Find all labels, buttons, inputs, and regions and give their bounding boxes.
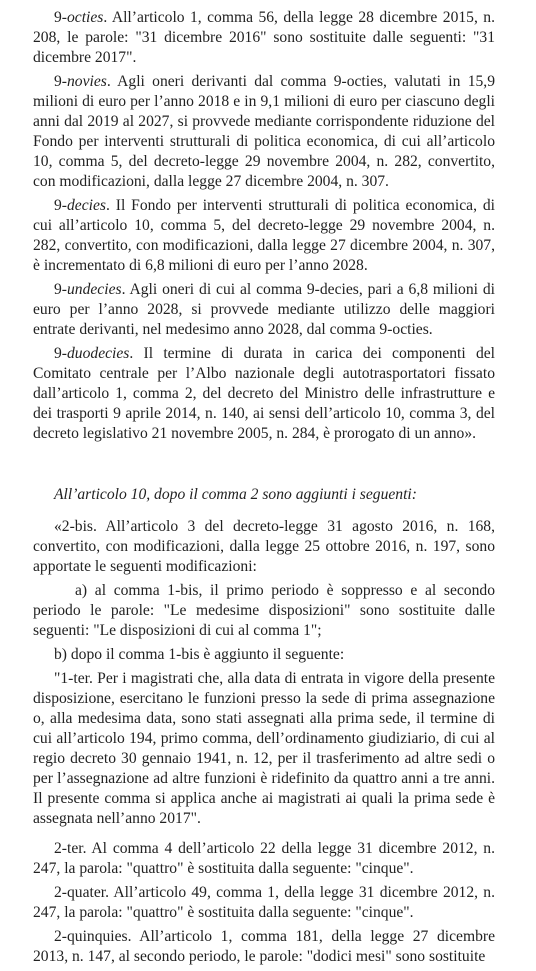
item-b: b) dopo il comma 1-bis è aggiunto il seguente:: [54, 646, 345, 663]
para-text: . All’articolo 1, comma 56, della legge 28 dicembre 2015, n. 208, le parole: "31 dicembre 2016" sono sostituite dalle seguenti: "31 dicembre 2017".: [33, 9, 495, 66]
para-num: novies: [67, 73, 107, 90]
paragraph-9-duodecies: [33, 344, 495, 444]
para-text: . Agli oneri di cui al comma 9-decies, pari a 6,8 milioni di euro per l’anno 2028, si provvede mediante utilizzo delle maggiori entrate derivanti, nel medesimo anno 2028, dal comma 9-octies.: [33, 281, 495, 338]
para-num: duodecies: [67, 345, 130, 362]
section-heading: All’articolo 10, dopo il comma 2 sono aggiunti i seguenti:: [54, 486, 417, 503]
para-num: decies: [67, 197, 106, 214]
paragraph-2-ter: 2-ter. Al comma 4 dell’articolo 22 della legge 31 dicembre 2012, n. 247, la parola: "quattro" è sostituita dalla seguente: "cinque".: [33, 840, 495, 877]
paragraph-9-octies: [33, 8, 495, 68]
section-spacer: [33, 448, 495, 485]
para-text: . Il Fondo per interventi strutturali di politica economica, di cui all’articolo 10, comma 5, del decreto-legge 29 novembre 2004, n. 282, convertito, con modificazioni, dalla legge 27 dicembre 2004, n. 307, è incrementato di 6,8 milioni di euro per l’anno 2028.: [33, 197, 495, 274]
paragraph-9-undecies: [33, 280, 495, 340]
para-text: . Agli oneri derivanti dal comma 9-octies, valutati in 15,9 milioni di euro per l’anno 2018 e in 9,1 milioni di euro per ciascuno degli anni dal 2019 al 2027, si provvede mediante corrispondente riduzione del Fondo per interventi strutturali di politica economica, di cui all’articolo 10, comma 5, del decreto-legge 29 novembre 2004, n. 282, convertito, con modificazioni, dalla legge 27 dicembre 2004, n. 307.: [33, 73, 495, 190]
paragraph-2-quater: 2-quater. All’articolo 49, comma 1, della legge 31 dicembre 2012, n. 247, la parola: "quattro" è sostituita dalla seguente: "cinque".: [33, 884, 495, 921]
para-lead: 9-: [54, 197, 67, 214]
paragraph-9-decies: [33, 196, 495, 276]
para-lead: 9-: [54, 345, 67, 362]
paragraph-9-novies: [33, 72, 495, 192]
para-text: . Il termine di durata in carica dei componenti del Comitato centrale per l’Albo nazionale degli autotrasportatori fissato dall’articolo 1, comma 2, del decreto del Ministro delle infrastrutture e dei trasporti 9 aprile 2014, n. 140, ai sensi dell’articolo 10, comma 3, del decreto legislativo 21 novembre 2005, n. 284, è prorogato di un anno».: [33, 345, 495, 442]
para-lead: 9-: [54, 73, 67, 90]
para-num: undecies: [67, 281, 122, 298]
para-lead: 9-: [54, 9, 67, 26]
document-page: [33, 8, 495, 971]
quote-1-ter: "1-ter. Per i magistrati che, alla data di entrata in vigore della presente disposizione, esercitano le funzioni presso la sede di prima assegnazione o, alla medesima data, sono stati assegnati alla prima sede, il termine di cui all’articolo 194, primo comma, dell’ordinamento giudiziario, di cui al regio decreto 30 gennaio 1941, n. 12, per il trasferimento ad altre sedi o per l’assegnazione ad altre funzioni è ridefinito da quattro anni a tre anni. Il presente comma si applica anche ai magistrati ai quali la prima sede è assegnata nell’anno 2017".: [33, 670, 495, 827]
para-lead: 9-: [54, 281, 67, 298]
paragraph-2-quinquies: 2-quinquies. All’articolo 1, comma 181, della legge 27 dicembre 2013, n. 147, al secondo periodo, le parole: "dodici mesi" sono sostituite: [33, 928, 495, 965]
paragraph-2-bis: «2-bis. All’articolo 3 del decreto-legge 31 agosto 2016, n. 168, convertito, con modificazioni, dalla legge 25 ottobre 2016, n. 197, sono apportate le seguenti modificazioni:: [33, 518, 495, 575]
para-num: octies: [67, 9, 104, 26]
item-a: a) al comma 1-bis, il primo periodo è soppresso e al secondo periodo le parole: "Le medesime disposizioni" sono sostituite dalle seguenti: "Le disposizioni di cui al comma 1";: [33, 582, 495, 639]
